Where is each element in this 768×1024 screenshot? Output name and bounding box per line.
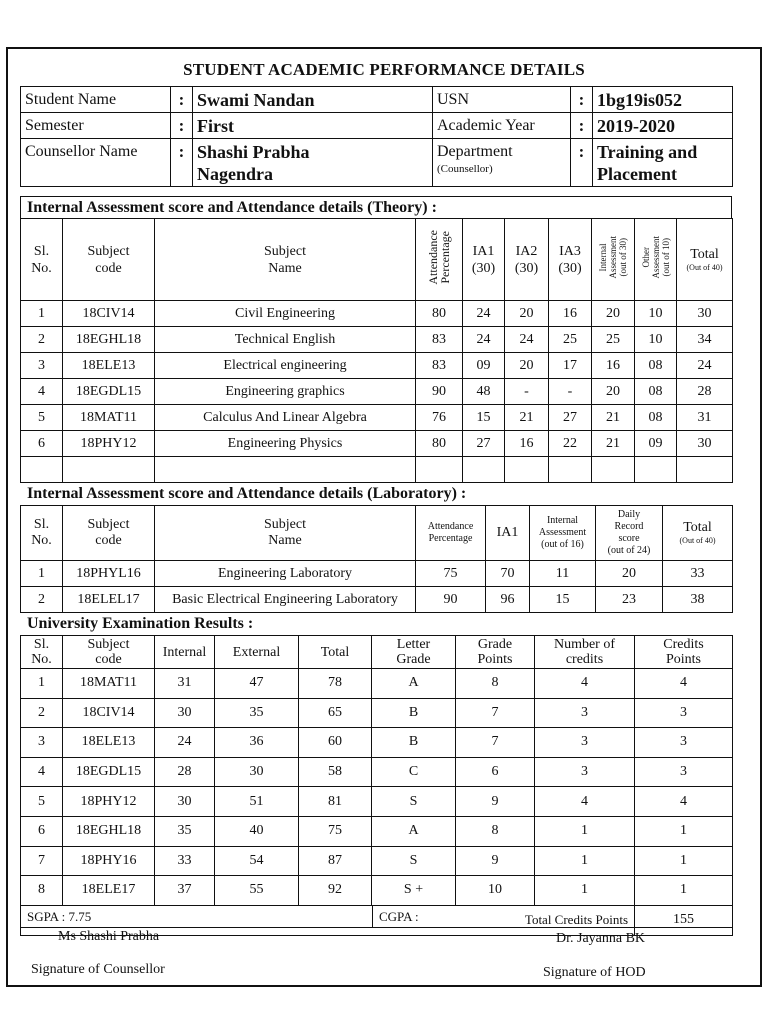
theory-cell: 80 [416, 431, 463, 457]
theory-cell: 27 [463, 431, 505, 457]
uni-cell: 7 [456, 728, 535, 758]
uni-cell: 9 [456, 787, 535, 817]
uni-cell: 8 [456, 669, 535, 699]
lab-row [21, 561, 733, 587]
academic-year-label: Academic Year [433, 113, 571, 139]
uni-header-sl: Sl. No. [21, 636, 63, 669]
theory-cell: 18CIV14 [63, 301, 155, 327]
uni-cell: 7 [456, 698, 535, 728]
theory-cell: 16 [592, 353, 635, 379]
lab-cell: 90 [416, 587, 486, 613]
uni-cell: 92 [299, 876, 372, 906]
colon: : [571, 139, 593, 187]
theory-cell: 21 [592, 405, 635, 431]
uni-row [21, 787, 733, 817]
uni-row [21, 816, 733, 846]
uni-cell: 3 [635, 698, 733, 728]
theory-empty-cell [549, 457, 592, 483]
theory-cell: 48 [463, 379, 505, 405]
uni-cell: 37 [155, 876, 215, 906]
theory-cell: 18PHY12 [63, 431, 155, 457]
uni-cell: 9 [456, 846, 535, 876]
theory-cell: 34 [677, 327, 733, 353]
uni-cell: 4 [635, 669, 733, 699]
theory-empty-cell [155, 457, 416, 483]
student-info-table [20, 86, 733, 187]
uni-cell: 8 [456, 816, 535, 846]
theory-cell: 16 [505, 431, 549, 457]
lab-row [21, 587, 733, 613]
uni-cell: 4 [21, 757, 63, 787]
uni-cell: 4 [535, 669, 635, 699]
lab-cell: 96 [486, 587, 530, 613]
theory-header-ia1: IA1 (30) [463, 219, 505, 301]
theory-row [21, 405, 733, 431]
uni-cell: 10 [456, 876, 535, 906]
uni-cell: 5 [21, 787, 63, 817]
theory-cell: 08 [635, 379, 677, 405]
sgpa-cell [21, 906, 373, 928]
theory-cell: 27 [549, 405, 592, 431]
theory-header-attendance: Attendance Percentage [416, 219, 463, 301]
uni-cell: 3 [535, 757, 635, 787]
lab-header-code: Subject code [63, 506, 155, 561]
uni-cell: 30 [155, 787, 215, 817]
uni-cell: 3 [535, 728, 635, 758]
uni-header-external: External [215, 636, 299, 669]
sgpa-value: 7.75 [68, 908, 92, 924]
uni-row [21, 846, 733, 876]
uni-header-credit-points: Credits Points [635, 636, 733, 669]
uni-cell: 7 [21, 846, 63, 876]
lab-cell: Basic Electrical Engineering Laboratory [155, 587, 416, 613]
theory-cell: - [505, 379, 549, 405]
uni-cell: 55 [215, 876, 299, 906]
theory-empty-cell [635, 457, 677, 483]
theory-empty-cell [677, 457, 733, 483]
academic-year-value: 2019-2020 [593, 113, 733, 139]
theory-empty-cell [21, 457, 63, 483]
theory-empty-cell [592, 457, 635, 483]
gpa-table [20, 905, 733, 928]
document-title: STUDENT ACADEMIC PERFORMANCE DETAILS [183, 60, 585, 79]
uni-header-letter-grade: Letter Grade [372, 636, 456, 669]
uni-cell: 65 [299, 698, 372, 728]
theory-cell: 24 [677, 353, 733, 379]
uni-cell: 4 [535, 787, 635, 817]
colon: : [171, 87, 193, 113]
theory-header-internal: Internal Assessment (out of 30) [592, 219, 635, 301]
theory-cell: 08 [635, 405, 677, 431]
theory-cell: 09 [463, 353, 505, 379]
uni-cell: 40 [215, 816, 299, 846]
department-line2: Placement [597, 164, 677, 184]
uni-cell: S [372, 787, 456, 817]
theory-cell: 3 [21, 353, 63, 379]
theory-cell: 24 [505, 327, 549, 353]
uni-cell: 1 [635, 876, 733, 906]
uni-cell: B [372, 728, 456, 758]
theory-empty-cell [463, 457, 505, 483]
theory-cell: 17 [549, 353, 592, 379]
uni-cell: 1 [635, 816, 733, 846]
department-line1: Training and [597, 142, 698, 162]
theory-header-total: Total (Out of 40) [677, 219, 733, 301]
theory-header-name: Subject Name [155, 219, 416, 301]
total-credits-value: 155 [635, 905, 733, 935]
lab-header-attendance: Attendance Percentage [416, 506, 486, 561]
theory-cell: 09 [635, 431, 677, 457]
uni-cell: 78 [299, 669, 372, 699]
uni-header-internal: Internal [155, 636, 215, 669]
uni-row [21, 669, 733, 699]
theory-cell: 15 [463, 405, 505, 431]
uni-cell: 30 [155, 698, 215, 728]
theory-header-code: Subject code [63, 219, 155, 301]
theory-cell: 25 [592, 327, 635, 353]
theory-cell: 24 [463, 301, 505, 327]
theory-row [21, 379, 733, 405]
theory-cell: 90 [416, 379, 463, 405]
lab-cell: 20 [596, 561, 663, 587]
theory-cell: 10 [635, 327, 677, 353]
uni-cell: A [372, 669, 456, 699]
theory-cell: Technical English [155, 327, 416, 353]
uni-cell: 1 [635, 846, 733, 876]
theory-cell: 21 [592, 431, 635, 457]
department-label [433, 139, 571, 187]
theory-header-ia3: IA3 (30) [549, 219, 592, 301]
theory-empty-cell [63, 457, 155, 483]
uni-cell: 6 [456, 757, 535, 787]
lab-cell: 1 [21, 561, 63, 587]
uni-cell: 3 [635, 757, 733, 787]
colon: : [171, 139, 193, 187]
theory-cell: 10 [635, 301, 677, 327]
uni-cell: 75 [299, 816, 372, 846]
uni-cell: 58 [299, 757, 372, 787]
theory-cell: 20 [592, 301, 635, 327]
lab-cell: 70 [486, 561, 530, 587]
cgpa-label: CGPA : [379, 908, 419, 924]
theory-cell: 31 [677, 405, 733, 431]
theory-cell: 20 [505, 353, 549, 379]
uni-cell: 51 [215, 787, 299, 817]
theory-cell: 76 [416, 405, 463, 431]
lab-cell: 11 [530, 561, 596, 587]
uni-row [21, 698, 733, 728]
counsellor-signature-caption: Signature of Counsellor [31, 962, 165, 977]
uni-cell: 18EGHL18 [63, 816, 155, 846]
lab-header-ia1: IA1 [486, 506, 530, 561]
department-value [593, 139, 733, 187]
total-credits-label: Total Credits Points [21, 905, 635, 935]
department-label-text: Department [437, 143, 513, 160]
student-name-value: Swami Nandan [193, 87, 433, 113]
theory-cell: 24 [463, 327, 505, 353]
uni-cell: 18EGDL15 [63, 757, 155, 787]
theory-cell: 4 [21, 379, 63, 405]
colon: : [571, 87, 593, 113]
lab-header-sl: Sl. No. [21, 506, 63, 561]
theory-cell: Engineering graphics [155, 379, 416, 405]
uni-cell: 28 [155, 757, 215, 787]
theory-cell: 6 [21, 431, 63, 457]
lab-header-name: Subject Name [155, 506, 416, 561]
theory-cell: 83 [416, 353, 463, 379]
theory-cell: 18MAT11 [63, 405, 155, 431]
theory-cell: 25 [549, 327, 592, 353]
theory-cell: 30 [677, 301, 733, 327]
theory-cell: 08 [635, 353, 677, 379]
department-label-sub: (Counsellor) [437, 163, 493, 175]
lab-section-title: Internal Assessment score and Attendance details (Laboratory) : [27, 485, 467, 502]
uni-header-grade-points: Grade Points [456, 636, 535, 669]
uni-cell: 18ELE13 [63, 728, 155, 758]
counsellor-name-value [193, 139, 433, 187]
lab-cell: Engineering Laboratory [155, 561, 416, 587]
theory-cell: 20 [505, 301, 549, 327]
counsellor-name-line2: Nagendra [197, 164, 273, 184]
colon: : [171, 113, 193, 139]
theory-cell: Electrical engineering [155, 353, 416, 379]
lab-header-total: Total (Out of 40) [663, 506, 733, 561]
uni-cell: 33 [155, 846, 215, 876]
uni-cell: 18PHY12 [63, 787, 155, 817]
uni-cell: 1 [535, 816, 635, 846]
theory-cell: 80 [416, 301, 463, 327]
theory-empty-cell [416, 457, 463, 483]
theory-cell: 18ELE13 [63, 353, 155, 379]
theory-cell: Engineering Physics [155, 431, 416, 457]
uni-cell: 2 [21, 698, 63, 728]
theory-cell: 83 [416, 327, 463, 353]
theory-cell: 22 [549, 431, 592, 457]
theory-cell: 18EGDL15 [63, 379, 155, 405]
hod-signature-name: Dr. Jayanna BK [556, 931, 646, 946]
lab-cell: 18PHYL16 [63, 561, 155, 587]
uni-cell: 35 [215, 698, 299, 728]
usn-value: 1bg19is052 [593, 87, 733, 113]
uni-header-code: Subject code [63, 636, 155, 669]
uni-row [21, 728, 733, 758]
semester-label: Semester [21, 113, 171, 139]
uni-cell: 30 [215, 757, 299, 787]
uni-cell: 81 [299, 787, 372, 817]
colon: : [571, 113, 593, 139]
uni-cell: B [372, 698, 456, 728]
cgpa-cell [373, 906, 733, 928]
semester-value: First [193, 113, 433, 139]
university-results-table [20, 635, 733, 936]
uni-cell: 31 [155, 669, 215, 699]
lab-cell: 38 [663, 587, 733, 613]
theory-empty-cell [505, 457, 549, 483]
theory-cell: 2 [21, 327, 63, 353]
theory-cell: 18EGHL18 [63, 327, 155, 353]
theory-row [21, 353, 733, 379]
uni-cell: 8 [21, 876, 63, 906]
counsellor-name-line1: Shashi Prabha [197, 142, 310, 162]
lab-table [20, 505, 733, 613]
lab-cell: 18ELEL17 [63, 587, 155, 613]
uni-header-total: Total [299, 636, 372, 669]
lab-cell: 2 [21, 587, 63, 613]
theory-row [21, 301, 733, 327]
uni-cell: 1 [535, 876, 635, 906]
lab-cell: 75 [416, 561, 486, 587]
theory-row [21, 431, 733, 457]
uni-cell: 4 [635, 787, 733, 817]
theory-cell: Calculus And Linear Algebra [155, 405, 416, 431]
lab-cell: 33 [663, 561, 733, 587]
uni-cell: 47 [215, 669, 299, 699]
hod-signature-caption: Signature of HOD [543, 965, 646, 980]
uni-header-credits: Number of credits [535, 636, 635, 669]
lab-header-daily: Daily Record score (out of 24) [596, 506, 663, 561]
counsellor-name-label: Counsellor Name [21, 139, 171, 187]
theory-cell: 21 [505, 405, 549, 431]
theory-header-other: Other Assessment (out of 10) [635, 219, 677, 301]
uni-cell: A [372, 816, 456, 846]
theory-cell: 5 [21, 405, 63, 431]
theory-empty-row [21, 457, 733, 483]
theory-header-sl: Sl. No. [21, 219, 63, 301]
theory-cell: Civil Engineering [155, 301, 416, 327]
theory-cell: 20 [592, 379, 635, 405]
uni-cell: 35 [155, 816, 215, 846]
uni-row [21, 757, 733, 787]
uni-cell: 1 [535, 846, 635, 876]
uni-cell: 1 [21, 669, 63, 699]
uni-cell: C [372, 757, 456, 787]
university-section-title: University Examination Results : [27, 615, 254, 632]
uni-cell: 54 [215, 846, 299, 876]
uni-cell: 3 [635, 728, 733, 758]
theory-section-title: Internal Assessment score and Attendance details (Theory) : [27, 199, 437, 216]
uni-cell: 6 [21, 816, 63, 846]
usn-label: USN [433, 87, 571, 113]
theory-cell: 16 [549, 301, 592, 327]
uni-cell: 60 [299, 728, 372, 758]
uni-cell: 3 [535, 698, 635, 728]
uni-cell: S + [372, 876, 456, 906]
uni-cell: 18ELE17 [63, 876, 155, 906]
uni-cell: 87 [299, 846, 372, 876]
theory-cell: 28 [677, 379, 733, 405]
theory-cell: 30 [677, 431, 733, 457]
student-name-label: Student Name [21, 87, 171, 113]
uni-cell: 36 [215, 728, 299, 758]
theory-cell: 1 [21, 301, 63, 327]
uni-cell: S [372, 846, 456, 876]
theory-table [20, 218, 733, 483]
uni-cell: 18CIV14 [63, 698, 155, 728]
counsellor-signature-name: Ms Shashi Prabha [58, 929, 160, 944]
uni-cell: 3 [21, 728, 63, 758]
uni-cell: 18MAT11 [63, 669, 155, 699]
uni-cell: 24 [155, 728, 215, 758]
lab-cell: 15 [530, 587, 596, 613]
theory-row [21, 327, 733, 353]
lab-cell: 23 [596, 587, 663, 613]
lab-header-internal: Internal Assessment (out of 16) [530, 506, 596, 561]
sgpa-label: SGPA : [27, 908, 66, 924]
theory-cell: - [549, 379, 592, 405]
uni-cell: 18PHY16 [63, 846, 155, 876]
uni-row [21, 876, 733, 906]
theory-header-ia2: IA2 (30) [505, 219, 549, 301]
